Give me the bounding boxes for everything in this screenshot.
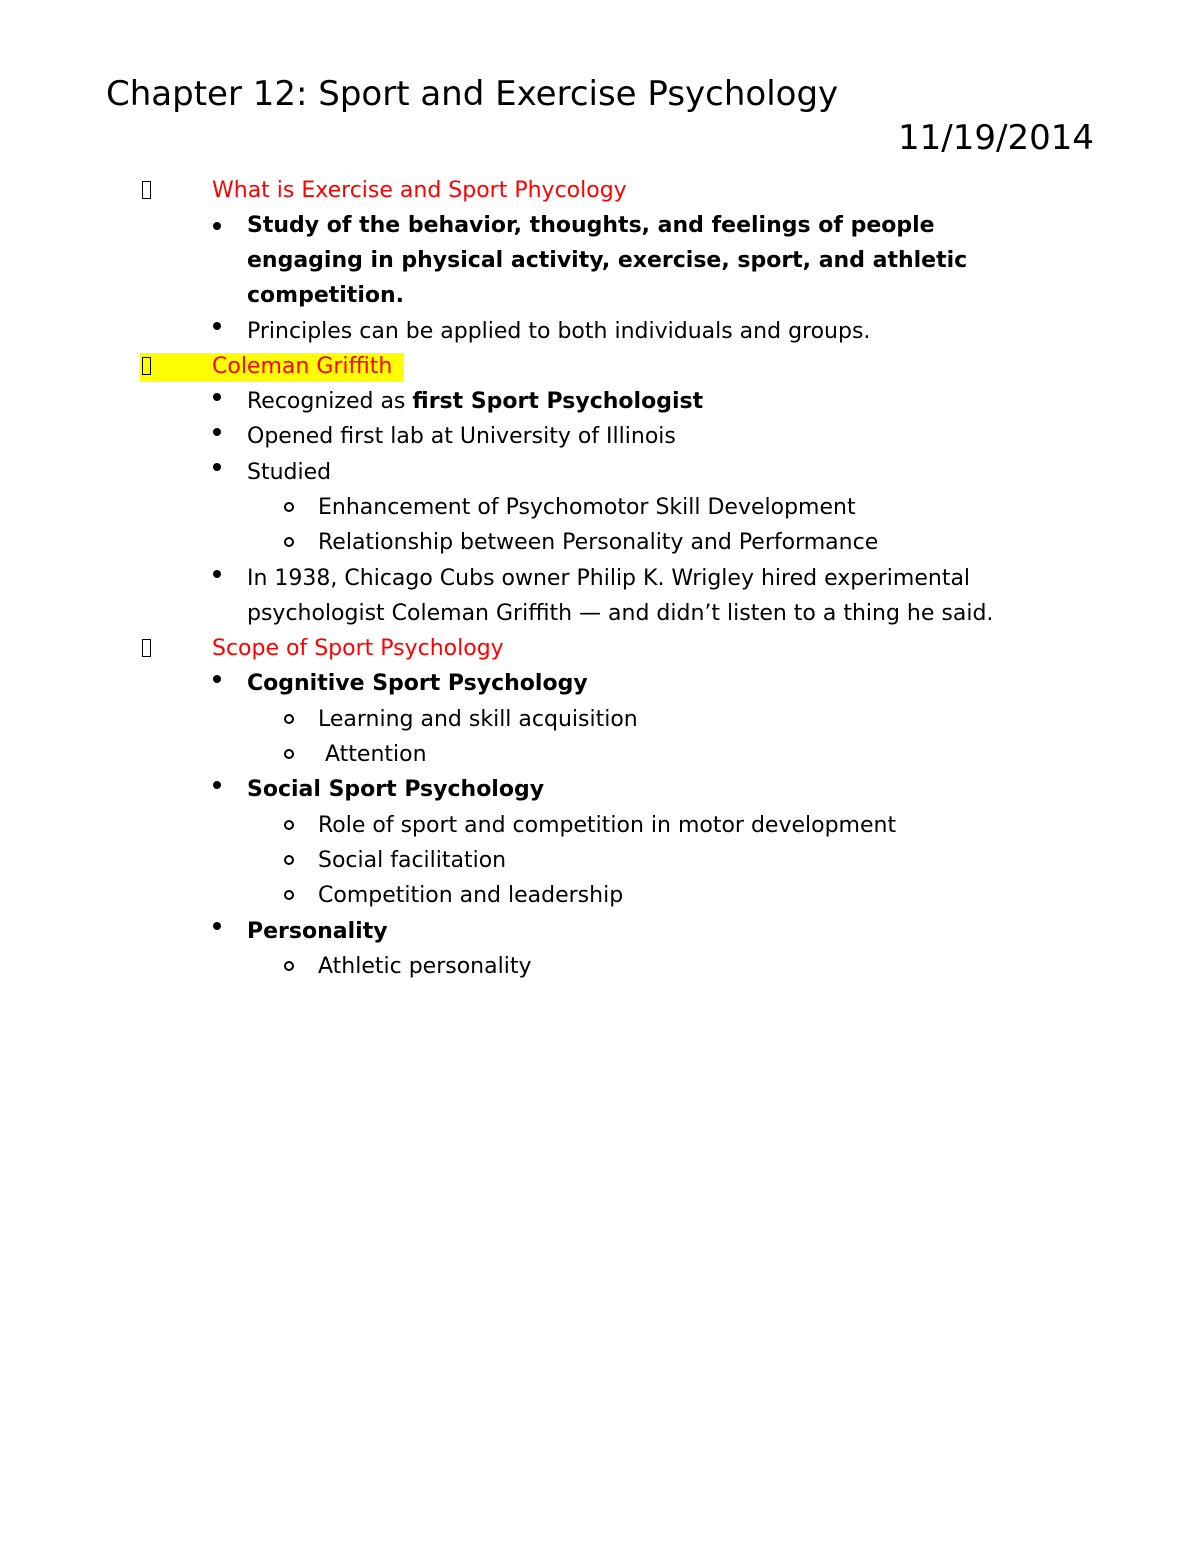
list-item: Studied — [247, 460, 332, 485]
sub-list-item: Attention — [318, 742, 427, 767]
sub-list-item: Social facilitation — [318, 848, 507, 873]
sub-bullet-icon — [284, 714, 294, 724]
sub-bullet-icon — [284, 961, 294, 971]
sub-list-item: Athletic personality — [318, 954, 532, 979]
section-marker-icon — [142, 349, 151, 384]
list-item: Personality — [247, 919, 388, 944]
bullet-icon — [213, 922, 221, 930]
sub-bullet-icon — [284, 502, 294, 512]
list-item-continuation: engaging in physical activity, exercise, sport, and athletic — [247, 248, 968, 273]
list-item-continuation: psychologist Coleman Griffith — and didn’t listen to a thing he said. — [247, 601, 994, 626]
section-heading: What is Exercise and Sport Phycology — [212, 178, 627, 203]
section-heading: Scope of Sport Psychology — [212, 636, 504, 661]
sub-bullet-icon — [284, 890, 294, 900]
sub-bullet-icon — [284, 749, 294, 759]
page-title: Chapter 12: Sport and Exercise Psychology — [106, 74, 839, 114]
document-date: 11/19/2014 — [898, 118, 1094, 158]
list-item: In 1938, Chicago Cubs owner Philip K. Wrigley hired experimental — [247, 566, 971, 591]
sub-bullet-icon — [284, 820, 294, 830]
bullet-icon — [213, 322, 221, 330]
sub-bullet-icon — [284, 537, 294, 547]
bullet-icon — [213, 570, 221, 578]
list-item: Recognized as first Sport Psychologist — [247, 389, 704, 414]
sub-list-item: Enhancement of Psychomotor Skill Development — [318, 495, 856, 520]
section-marker-icon — [142, 173, 151, 208]
sub-list-item: Role of sport and competition in motor development — [318, 813, 897, 838]
bullet-icon — [213, 393, 221, 401]
bullet-icon — [213, 675, 221, 683]
bullet-icon — [213, 781, 221, 789]
bullet-icon — [213, 463, 221, 471]
list-item: Study of the behavior, thoughts, and feelings of people — [247, 213, 935, 238]
section-marker-icon — [142, 631, 151, 666]
sub-list-item: Relationship between Personality and Performance — [318, 530, 879, 555]
section-heading: Coleman Griffith — [212, 354, 393, 379]
bullet-icon — [213, 222, 221, 230]
bullet-icon — [213, 428, 221, 436]
sub-list-item: Competition and leadership — [318, 883, 624, 908]
sub-list-item: Learning and skill acquisition — [318, 707, 638, 732]
list-item: Cognitive Sport Psychology — [247, 671, 588, 696]
list-item-continuation: competition. — [247, 283, 404, 308]
list-item: Principles can be applied to both individuals and groups. — [247, 319, 871, 344]
list-item: Opened first lab at University of Illinois — [247, 424, 676, 449]
list-item: Social Sport Psychology — [247, 777, 545, 802]
sub-bullet-icon — [284, 855, 294, 865]
